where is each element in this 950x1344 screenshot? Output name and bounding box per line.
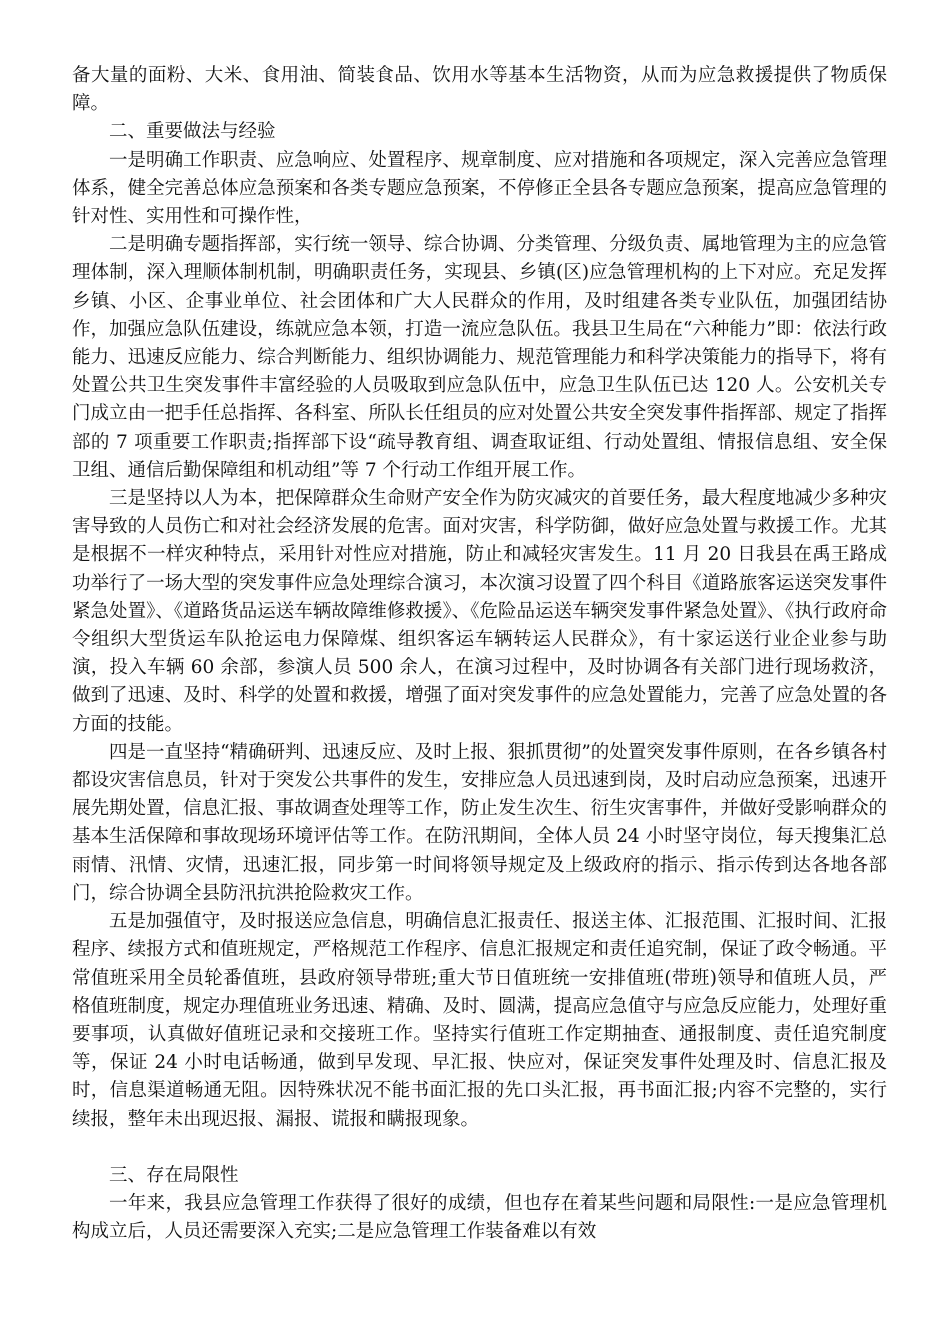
paragraph-limitations: 一年来，我县应急管理工作获得了很好的成绩，但也存在着某些问题和局限性:一是应急管理机构成立后，人员还需要深入充实;二是应急管理工作装备难以有效 <box>72 1192 887 1243</box>
paragraph-point-1: 一是明确工作职责、应急响应、处置程序、规章制度、应对措施和各项规定，深入完善应急管理体系，健全完善总体应急预案和各类专题应急预案，不停修正全县各专题应急预案，提高应急管理的针对性、实用性和可操作性， <box>72 149 887 228</box>
paragraph-point-5: 五是加强值守，及时报送应急信息，明确信息汇报责任、报送主体、汇报范围、汇报时间、汇报程序、续报方式和值班规定，严格规范工作程序、信息汇报规定和责任追究制，保证了政令畅通。平常值班采用全员轮番值班，县政府领导带班;重大节日值班统一安排值班(带班)领导和值班人员，严格值班制度，规定办理值班业务迅速、精确、及时、圆满，提高应急值守与应急反应能力，处理好重要事项，认真做好值班记录和交接班工作。坚持实行值班工作定期抽查、通报制度、责任追究制度等，保证 24 小时电话畅通，做到早发现、早汇报、快应对，保证突发事件处理及时、信息汇报及时，信息渠道畅通无阻。因特殊状况不能书面汇报的先口头汇报，再书面汇报;内容不完整的，实行续报，整年未出现迟报、漏报、谎报和瞒报现象。 <box>72 911 887 1130</box>
document-page <box>72 62 887 1246</box>
paragraph-point-4: 四是一直坚持“精确研判、迅速反应、及时上报、狠抓贯彻”的处置突发事件原则，在各乡镇各村都设灾害信息员，针对于突发公共事件的发生，安排应急人员迅速到岗，及时启动应急预案，迅速开展先期处置，信息汇报、事故调查处理等工作，防止发生次生、衍生灾害事件，并做好受影响群众的基本生活保障和事故现场环境评估等工作。在防汛期间，全体人员 24 小时坚守岗位，每天搜集汇总雨情、汛情、灾情，迅速汇报，同步第一时间将领导规定及上级政府的指示、指示传到达各地各部门，综合协调全县防汛抗洪抢险救灾工作。 <box>72 741 887 904</box>
section-heading-2: 二、重要做法与经验 <box>109 121 276 143</box>
paragraph-point-2: 二是明确专题指挥部，实行统一领导、综合协调、分类管理、分级负责、属地管理为主的应急管理体制，深入理顺体制机制，明确职责任务，实现县、乡镇(区)应急管理机构的上下对应。充足发挥乡镇、小区、企事业单位、社会团体和广大人民群众的作用，及时组建各类专业队伍，加强团结协作，加强应急队伍建设，练就应急本领，打造一流应急队伍。我县卫生局在“六种能力”即：依法行政能力、迅速反应能力、综合判断能力、组织协调能力、规范管理能力和科学决策能力的指导下，将有处置公共卫生突发事件丰富经验的人员吸取到应急队伍中，应急卫生队伍已达 120 人。公安机关专门成立由一把手任总指挥、各科室、所队长任组员的应对处置公共安全突发事件指挥部、规定了指挥部的 7 项重要工作职责;指挥部下设“疏导教育组、调查取证组、行动处置组、情报信息组、安全保卫组、通信后勤保障组和机动组”等 7 个行动工作组开展工作。 <box>72 234 887 481</box>
section-heading-3: 三、存在局限性 <box>109 1164 239 1186</box>
paragraph-continuation: 备大量的面粉、大米、食用油、简装食品、饮用水等基本生活物资，从而为应急救援提供了物质保障。 <box>72 65 887 115</box>
paragraph-point-3: 三是坚持以人为本，把保障群众生命财产安全作为防灾减灾的首要任务，最大程度地减少多种灾害导致的人员伤亡和对社会经济发展的危害。面对灾害，科学防御，做好应急处置与救援工作。尤其是根据不一样灾种特点，采用针对性应对措施，防止和减轻灾害发生。11 月 20 日我县在禹王路成功举行了一场大型的突发事件应急处理综合演习，本次演习设置了四个科目《道路旅客运送突发事件紧急处置》、《道路货品运送车辆故障维修救援》、《危险品运送车辆突发事件紧急处置》、《执行政府命令组织大型货运车队抢运电力保障煤、组织客运车辆转运人民群众》，有十家运送行业企业参与助演，投入车辆 60 余部，参演人员 500 余人，在演习过程中，及时协调各有关部门进行现场救济，做到了迅速、及时、科学的处置和救援，增强了面对突发事件的应急处置能力，完善了应急处置的各方面的技能。 <box>72 488 887 735</box>
